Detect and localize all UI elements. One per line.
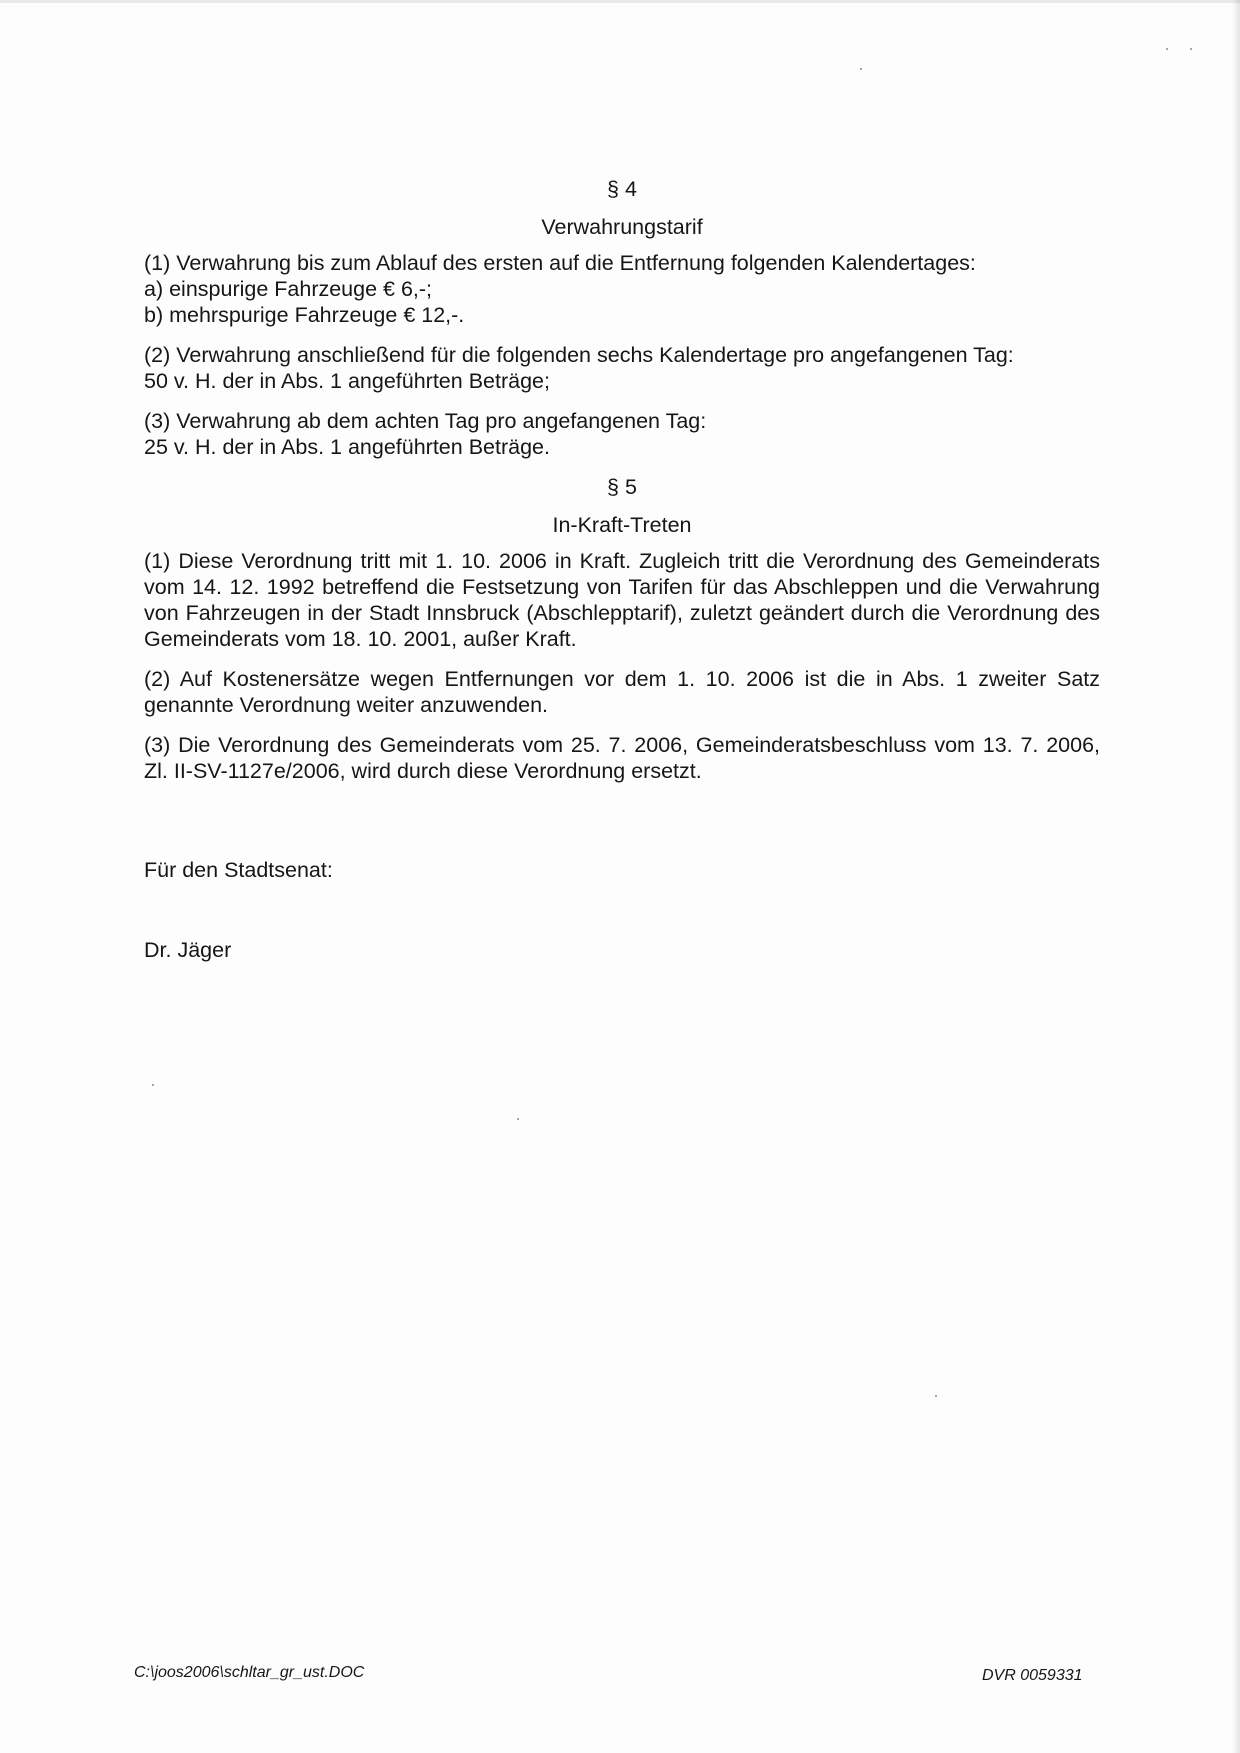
paragraph-line: (1) Verwahrung bis zum Ablauf des ersten auf die Entfernung folgenden Kalendertages: <box>144 251 976 275</box>
paragraph-line: (2) Verwahrung anschließend für die folgenden sechs Kalendertage pro angefangenen Tag: <box>144 343 1014 367</box>
footer-dvr-number: DVR 0059331 <box>982 1667 1083 1684</box>
paragraph-line: (3) Verwahrung ab dem achten Tag pro angefangenen Tag: <box>144 409 707 433</box>
scan-speck <box>152 1084 154 1086</box>
section-5-symbol: § 5 <box>607 475 637 499</box>
signature-name: Dr. Jäger <box>144 938 232 962</box>
section-4-paragraph-1 <box>144 250 1100 328</box>
section-5-paragraph-3: (3) Die Verordnung des Gemeinderats vom 25. 7. 2006, Gemeinderatsbeschluss vom 13. 7. 2006, Zl. II-SV-1127e/2006, wird durch diese Verordnung ersetzt. <box>144 733 1100 783</box>
section-5-paragraph-2: (2) Auf Kostenersätze wegen Entfernungen vor dem 1. 10. 2006 ist die in Abs. 1 zweiter Satz genannte Verordnung weiter anzuwenden. <box>144 667 1100 717</box>
document-body <box>144 176 1100 798</box>
section-4-title: Verwahrungstarif <box>541 215 703 239</box>
section-4-paragraph-3 <box>144 408 1100 460</box>
signature-label: Für den Stadtsenat: <box>144 858 333 882</box>
scan-speck <box>1166 48 1168 50</box>
scan-speck <box>860 68 862 70</box>
scan-speck <box>935 1395 937 1397</box>
footer-file-path: C:\joos2006\schltar_gr_ust.DOC <box>134 1664 365 1681</box>
paragraph-line: 50 v. H. der in Abs. 1 angeführten Beträge; <box>144 369 550 393</box>
section-5-paragraph-1: (1) Diese Verordnung tritt mit 1. 10. 2006 in Kraft. Zugleich tritt die Verordnung des Gemeinderats vom 14. 12. 1992 betreffend die Festsetzung von Tarifen für das Abschleppen und die Verwahrung von Fahrzeugen in der Stadt Innsbruck (Abschlepptarif), zuletzt geändert durch die Verordnung des Gemeinderats vom 18. 10. 2001, außer Kraft. <box>144 549 1100 651</box>
paragraph-line: b) mehrspurige Fahrzeuge € 12,-. <box>144 303 465 327</box>
scan-edge-top <box>0 0 1240 3</box>
section-5-title: In-Kraft-Treten <box>552 513 692 537</box>
paragraph-line: a) einspurige Fahrzeuge € 6,-; <box>144 277 433 301</box>
section-4-symbol: § 4 <box>607 177 637 201</box>
scan-edge-right <box>1232 0 1240 1753</box>
scan-speck <box>1190 48 1192 50</box>
paragraph-line: 25 v. H. der in Abs. 1 angeführten Beträge. <box>144 435 550 459</box>
section-4-paragraph-2 <box>144 342 1100 394</box>
scan-speck <box>517 1118 519 1120</box>
